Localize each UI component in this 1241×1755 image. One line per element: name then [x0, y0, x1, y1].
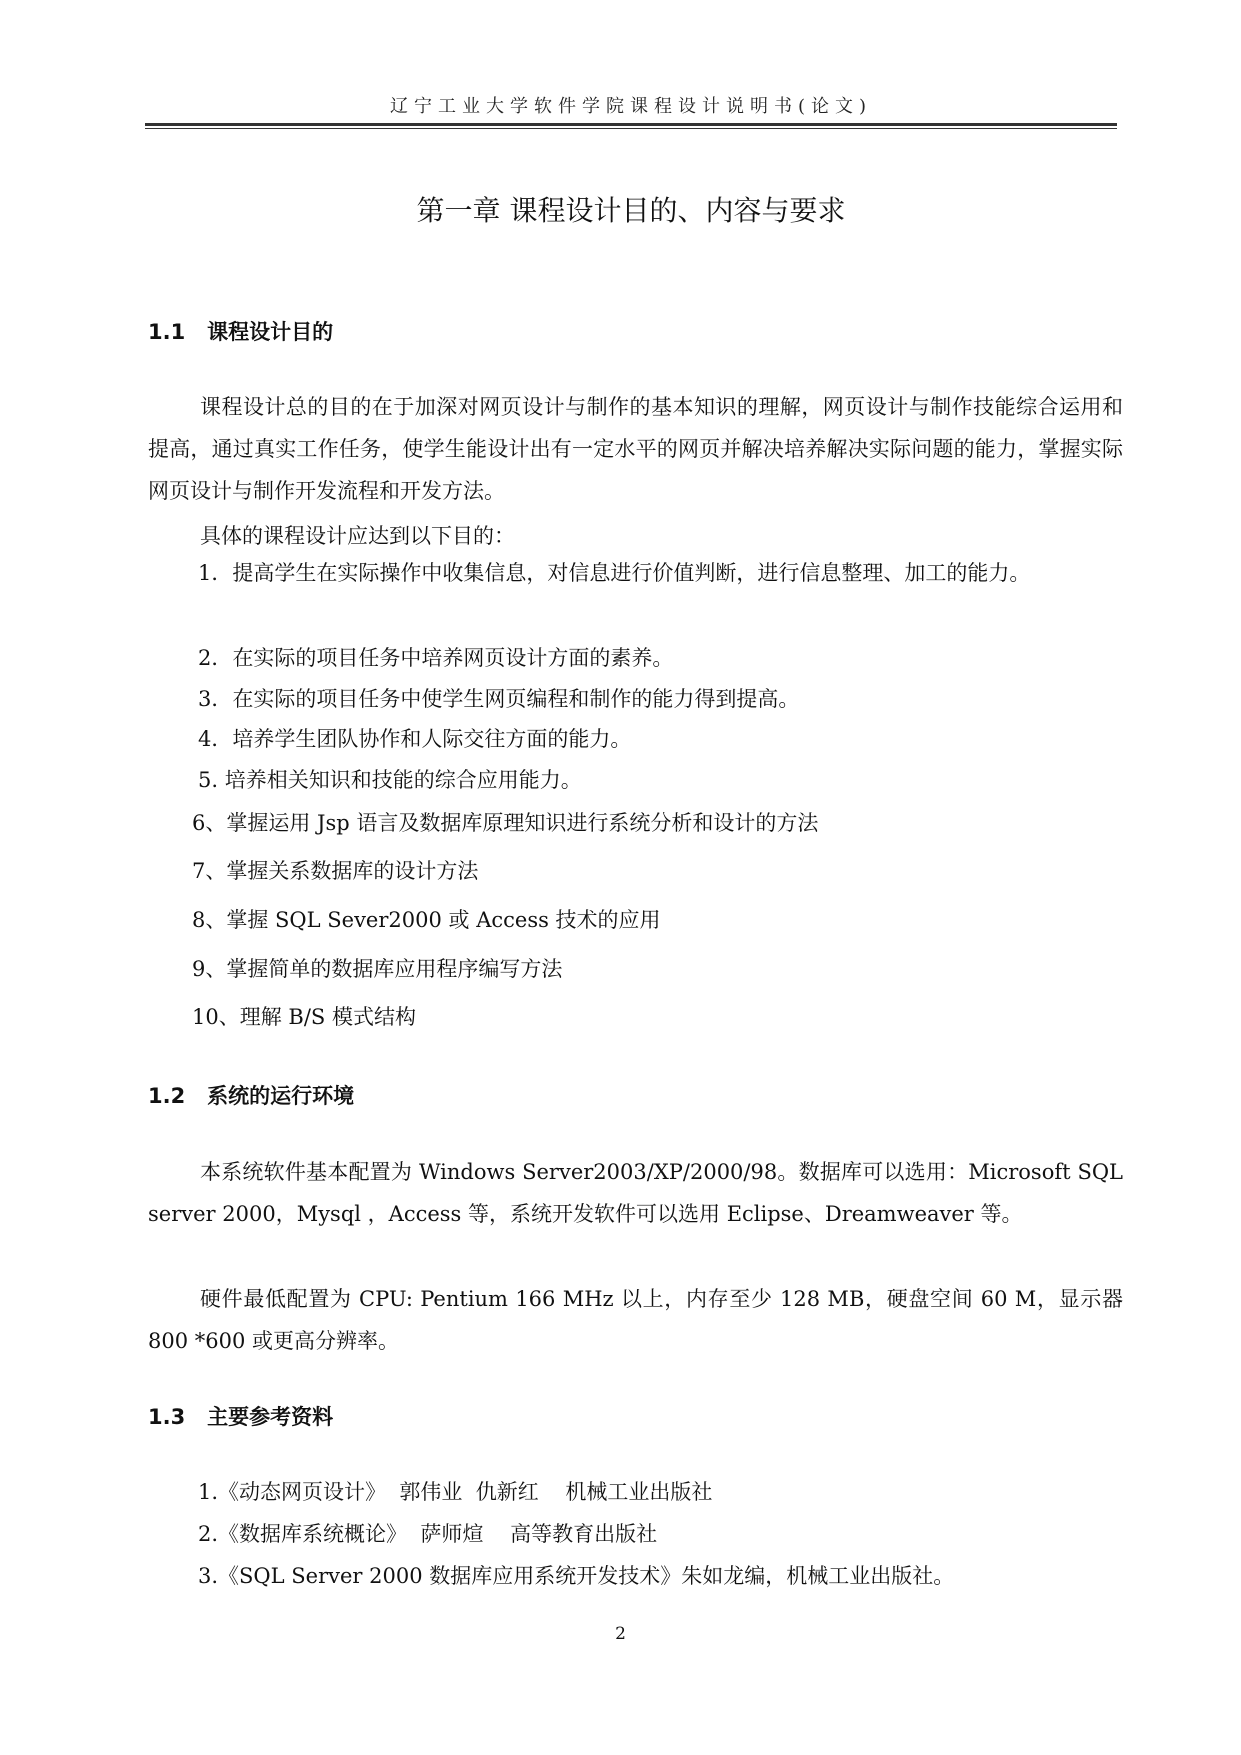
section-heading-1-2: 1.2 系统的运行环境 [148, 1084, 355, 1108]
page-number: 2 [615, 1624, 626, 1644]
header-rule-thick [145, 123, 1117, 126]
objective-item-10: 10、理解 B/S 模式结构 [192, 1005, 416, 1029]
reference-item-1: 1.《动态网页设计》 郭伟业 仇新红 机械工业出版社 [198, 1480, 713, 1504]
section-heading-1-1: 1.1 课程设计目的 [148, 320, 334, 344]
objective-item-5: 5. 培养相关知识和技能的综合应用能力。 [198, 768, 582, 792]
objective-item-2: 2．在实际的项目任务中培养网页设计方面的素养。 [198, 646, 674, 670]
section-heading-1-3: 1.3 主要参考资料 [148, 1405, 334, 1429]
section-1-1-intro: 课程设计总的目的在于加深对网页设计与制作的基本知识的理解，网页设计与制作技能综合运用和提高，通过真实工作任务，使学生能设计出有一定水平的网页并解决培养解决实际问题的能力，掌握实际网页设计与制作开发流程和开发方法。 [148, 395, 1123, 503]
objective-item-4: 4．培养学生团队协作和人际交往方面的能力。 [198, 727, 632, 751]
objective-item-6: 6、掌握运用 Jsp 语言及数据库原理知识进行系统分析和设计的方法 [192, 811, 819, 835]
objective-item-7: 7、掌握关系数据库的设计方法 [192, 859, 479, 883]
objective-item-1: 1．提高学生在实际操作中收集信息，对信息进行价值判断，进行信息整理、加工的能力。 [198, 561, 1031, 585]
chapter-title: 第一章 课程设计目的、内容与要求 [416, 194, 846, 227]
header-title: 辽宁工业大学软件学院课程设计说明书(论文) [389, 96, 873, 117]
page-header [145, 92, 1117, 126]
reference-item-3: 3.《SQL Server 2000 数据库应用系统开发技术》朱如龙编，机械工业出版社。 [198, 1564, 955, 1588]
objective-item-8: 8、掌握 SQL Sever2000 或 Access 技术的应用 [192, 908, 661, 932]
section-1-2-para-1: 本系统软件基本配置为 Windows Server2003/XP/2000/98。数据库可以选用：Microsoft SQL server 2000，Mysql ，Access 等，系统开发软件可以选用 Eclipse、Dreamweaver 等。 [148, 1160, 1123, 1226]
section-1-2-para-2: 硬件最低配置为 CPU: Pentium 166 MHz 以上，内存至少 128 MB，硬盘空间 60 M，显示器 800 *600 或更高分辨率。 [148, 1287, 1123, 1353]
objective-item-9: 9、掌握简单的数据库应用程序编写方法 [192, 957, 563, 981]
section-1-1-lead: 具体的课程设计应达到以下目的： [200, 524, 515, 548]
reference-item-2: 2.《数据库系统概论》 萨师煊 高等教育出版社 [198, 1522, 658, 1546]
header-rule-thin [145, 128, 1117, 129]
objective-item-3: 3．在实际的项目任务中使学生网页编程和制作的能力得到提高。 [198, 687, 800, 711]
